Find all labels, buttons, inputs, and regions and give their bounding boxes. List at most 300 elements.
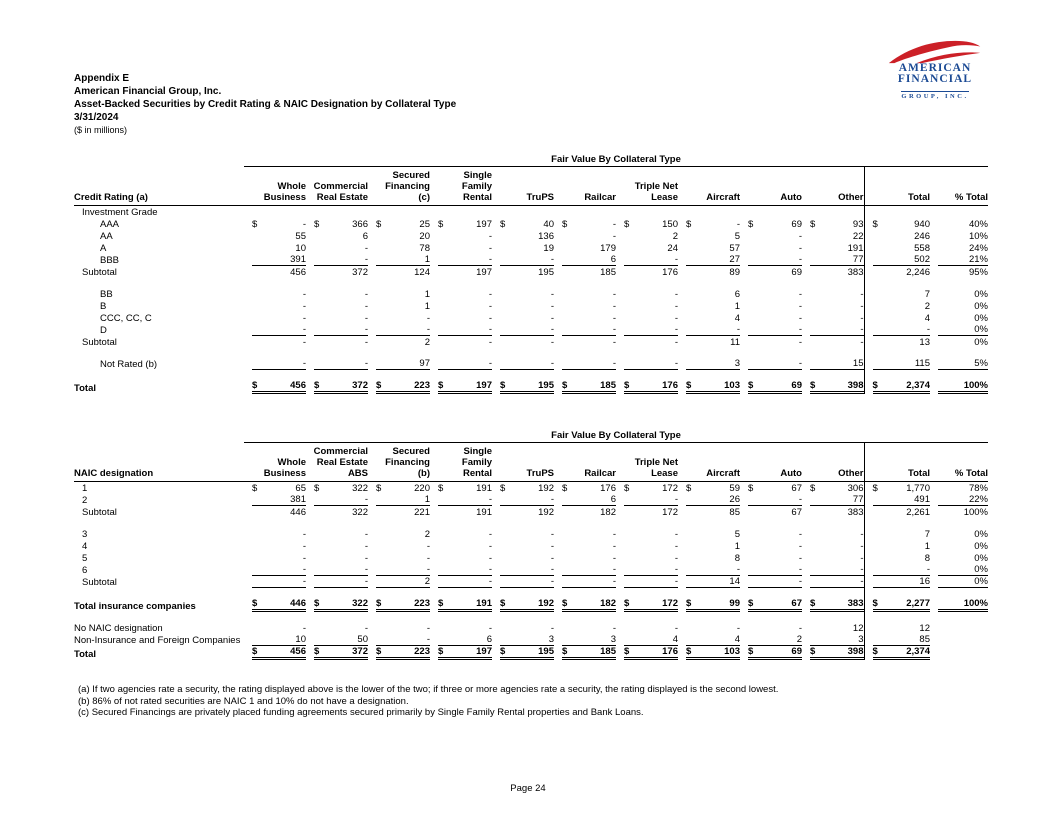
value-cell <box>616 576 678 588</box>
cell-value: 10 <box>295 634 306 645</box>
credit-rating-table-container <box>74 150 988 394</box>
cell-value: - <box>550 529 554 540</box>
value-cell <box>554 278 616 288</box>
dollar-sign: $ <box>438 219 444 230</box>
table-row <box>74 622 988 634</box>
cell-value: - <box>550 541 554 552</box>
value-cell <box>554 358 616 370</box>
column-header: Triple Net Lease <box>616 443 678 482</box>
value-cell <box>678 348 740 358</box>
value-cell <box>864 634 930 646</box>
cell-value: 136 <box>538 231 554 242</box>
cell-value: - <box>488 289 492 300</box>
column-header: Single Family Rental <box>430 167 492 206</box>
value-cell <box>554 518 616 528</box>
value-cell <box>864 622 930 634</box>
value-cell <box>554 324 616 336</box>
cell-value: 99 <box>729 598 740 609</box>
cell-value: 78 <box>419 243 430 254</box>
value-cell <box>368 242 430 254</box>
column-header: TruPS <box>492 167 554 206</box>
pct-cell <box>930 540 988 552</box>
cell-value: 150 <box>662 219 678 230</box>
dollar-sign: $ <box>438 598 444 609</box>
pct-cell <box>930 506 988 518</box>
value-cell <box>368 494 430 506</box>
value-cell <box>368 506 430 518</box>
pct-cell <box>930 528 988 540</box>
column-header: Other <box>802 167 864 206</box>
cell-value: 40 <box>543 219 554 230</box>
value-cell <box>740 588 802 598</box>
cell-value: - <box>364 541 368 552</box>
pct-cell <box>930 634 988 646</box>
table-row <box>74 348 988 358</box>
value-cell <box>802 564 864 576</box>
cell-value: 446 <box>290 598 306 609</box>
cell-value: 69 <box>791 219 802 230</box>
value-cell <box>678 564 740 576</box>
cell-value: - <box>550 254 554 265</box>
cell-value: - <box>426 623 430 634</box>
value-cell <box>306 552 368 564</box>
value-cell <box>368 230 430 242</box>
cell-value: - <box>488 576 492 587</box>
value-cell <box>740 528 802 540</box>
table-row <box>74 300 988 312</box>
cell-value: - <box>364 243 368 254</box>
value-cell <box>430 576 492 588</box>
value-cell <box>554 300 616 312</box>
cell-value: - <box>612 541 616 552</box>
cell-value: 1,770 <box>906 483 930 494</box>
value-cell <box>492 598 554 612</box>
value-cell <box>244 218 306 230</box>
cell-value: 221 <box>414 507 430 518</box>
value-cell <box>430 622 492 634</box>
value-cell <box>430 312 492 324</box>
dollar-sign: $ <box>562 483 568 494</box>
cell-value: 50 <box>357 634 368 645</box>
cell-value: 85 <box>729 507 740 518</box>
cell-value: - <box>488 337 492 348</box>
value-cell <box>554 494 616 506</box>
dollar-sign: $ <box>748 380 754 391</box>
value-cell <box>554 380 616 394</box>
cell-value: - <box>426 324 430 335</box>
cell-value: - <box>364 553 368 564</box>
value-cell <box>430 564 492 576</box>
value-cell <box>678 288 740 300</box>
column-header: Total <box>864 443 930 482</box>
cell-value: 15 <box>852 358 864 369</box>
value-cell <box>802 552 864 564</box>
cell-value: 100% <box>963 598 988 609</box>
dollar-sign: $ <box>500 483 506 494</box>
value-cell <box>616 218 678 230</box>
cell-value: 4 <box>734 313 740 324</box>
value-cell <box>244 278 306 288</box>
cell-value: 322 <box>352 483 368 494</box>
cell-value: 192 <box>538 507 554 518</box>
value-cell <box>616 622 678 634</box>
cell-value: - <box>798 313 802 324</box>
cell-value: 93 <box>852 219 864 230</box>
value-cell <box>802 206 864 219</box>
cell-value: 69 <box>791 267 802 278</box>
column-header: Secured Financing (c) <box>368 167 430 206</box>
dollar-sign: $ <box>438 646 444 657</box>
value-cell <box>430 598 492 612</box>
value-cell <box>306 358 368 370</box>
cell-value: - <box>926 564 930 575</box>
cell-value: 191 <box>476 598 492 609</box>
row-label: 4 <box>82 541 88 552</box>
value-cell <box>306 206 368 219</box>
value-cell <box>306 288 368 300</box>
cell-value: - <box>364 289 368 300</box>
dollar-sign: $ <box>562 598 568 609</box>
cell-value: - <box>302 576 306 587</box>
value-cell <box>554 242 616 254</box>
value-cell <box>864 300 930 312</box>
cell-value: 12 <box>852 623 864 634</box>
value-cell <box>616 540 678 552</box>
row-label: BBB <box>100 255 120 266</box>
cell-value: 67 <box>791 598 802 609</box>
value-cell <box>244 646 306 660</box>
column-header: Aircraft <box>678 443 740 482</box>
cell-value: - <box>550 289 554 300</box>
value-cell <box>244 540 306 552</box>
value-cell <box>740 254 802 266</box>
cell-value: 3 <box>858 634 864 645</box>
value-cell <box>492 552 554 564</box>
value-cell <box>244 528 306 540</box>
pct-cell <box>930 218 988 230</box>
value-cell <box>368 622 430 634</box>
value-cell <box>740 552 802 564</box>
dollar-sign: $ <box>314 598 320 609</box>
value-cell <box>802 622 864 634</box>
value-cell <box>740 348 802 358</box>
cell-value: - <box>364 576 368 587</box>
value-cell <box>306 646 368 660</box>
cell-value: 5 <box>734 529 740 540</box>
cell-value: 21% <box>968 254 988 265</box>
cell-value: - <box>302 324 306 335</box>
column-header: Commercial Real Estate ABS <box>306 443 368 482</box>
cell-value: - <box>798 254 802 265</box>
appendix-label: Appendix E <box>74 73 130 84</box>
column-header-row <box>74 443 988 482</box>
cell-value: 383 <box>847 267 864 278</box>
cell-value: 176 <box>600 483 616 494</box>
cell-value: - <box>612 564 616 575</box>
title-block <box>74 72 456 136</box>
row-label: 3 <box>82 529 88 540</box>
cell-value: - <box>488 254 492 265</box>
value-cell <box>492 324 554 336</box>
value-cell <box>244 336 306 348</box>
cell-value: - <box>612 289 616 300</box>
value-cell <box>802 494 864 506</box>
cell-value: - <box>674 324 678 335</box>
cell-value: 2,374 <box>906 646 930 657</box>
value-cell <box>430 218 492 230</box>
value-cell <box>740 564 802 576</box>
cell-value: - <box>302 529 306 540</box>
value-cell <box>678 494 740 506</box>
value-cell <box>740 646 802 660</box>
value-cell <box>244 230 306 242</box>
cell-value: - <box>674 313 678 324</box>
dollar-sign: $ <box>624 483 630 494</box>
cell-value: 322 <box>352 507 368 518</box>
value-cell <box>740 336 802 348</box>
value-cell <box>740 288 802 300</box>
cell-value: - <box>302 541 306 552</box>
value-cell <box>864 370 930 380</box>
cell-value: 4 <box>734 634 740 645</box>
cell-value: 2 <box>424 337 430 348</box>
row-label-header: NAIC designation <box>74 443 244 482</box>
cell-value: 383 <box>847 507 864 518</box>
table-row <box>74 206 988 219</box>
column-header-row <box>74 167 988 206</box>
dollar-sign: $ <box>500 646 506 657</box>
value-cell <box>368 312 430 324</box>
cell-value: 24 <box>667 243 678 254</box>
cell-value: - <box>488 358 492 369</box>
value-cell <box>430 528 492 540</box>
cell-value: - <box>612 337 616 348</box>
value-cell <box>740 218 802 230</box>
value-cell <box>244 622 306 634</box>
dollar-sign: $ <box>252 483 258 494</box>
dollar-sign: $ <box>376 598 382 609</box>
value-cell <box>244 588 306 598</box>
cell-value: 25 <box>419 219 430 230</box>
cell-value: 195 <box>538 646 554 657</box>
value-cell <box>740 242 802 254</box>
cell-value: 0% <box>974 301 988 312</box>
value-cell <box>802 266 864 278</box>
cell-value: 19 <box>543 243 554 254</box>
cell-value: - <box>550 564 554 575</box>
pct-cell <box>930 576 988 588</box>
dollar-sign: $ <box>748 219 754 230</box>
value-cell <box>306 300 368 312</box>
dollar-sign: $ <box>686 598 692 609</box>
dollar-sign: $ <box>252 380 258 391</box>
dollar-sign: $ <box>748 598 754 609</box>
dollar-sign: $ <box>686 646 692 657</box>
cell-value: 103 <box>724 380 740 391</box>
value-cell <box>678 278 740 288</box>
value-cell <box>678 218 740 230</box>
row-label <box>74 518 244 528</box>
value-cell <box>368 370 430 380</box>
cell-value: 67 <box>791 483 802 494</box>
value-cell <box>864 242 930 254</box>
dollar-sign: $ <box>872 483 878 494</box>
cell-value: 2,374 <box>906 380 930 391</box>
value-cell <box>554 312 616 324</box>
cell-value: - <box>302 358 306 369</box>
cell-value: - <box>426 553 430 564</box>
pct-cell <box>930 598 988 612</box>
value-cell <box>802 612 864 622</box>
cell-value: - <box>674 289 678 300</box>
cell-value: 2 <box>424 529 430 540</box>
value-cell <box>244 576 306 588</box>
cell-value: 1 <box>734 301 740 312</box>
dollar-sign: $ <box>624 646 630 657</box>
logo-flag-icon <box>886 40 984 64</box>
cell-value: 2,246 <box>906 267 930 278</box>
cell-value: - <box>798 301 802 312</box>
dollar-sign: $ <box>376 646 382 657</box>
value-cell <box>678 540 740 552</box>
cell-value: 558 <box>914 243 930 254</box>
value-cell <box>864 506 930 518</box>
value-cell <box>616 564 678 576</box>
collateral-type-spanner: Fair Value By Collateral Type <box>244 426 988 443</box>
cell-value: - <box>612 553 616 564</box>
cell-value: - <box>674 529 678 540</box>
value-cell <box>430 230 492 242</box>
value-cell <box>740 622 802 634</box>
value-cell <box>492 266 554 278</box>
cell-value: 381 <box>290 494 306 505</box>
value-cell <box>678 646 740 660</box>
table-row <box>74 370 988 380</box>
pct-cell <box>930 242 988 254</box>
value-cell <box>368 528 430 540</box>
value-cell <box>554 564 616 576</box>
value-cell <box>678 254 740 266</box>
cell-value: - <box>550 358 554 369</box>
value-cell <box>306 518 368 528</box>
cell-value: 192 <box>538 598 554 609</box>
cell-value: - <box>674 358 678 369</box>
cell-value: 398 <box>847 646 864 657</box>
cell-value: 0% <box>974 289 988 300</box>
cell-value: 69 <box>791 646 802 657</box>
dollar-sign: $ <box>810 483 816 494</box>
value-cell <box>616 380 678 394</box>
value-cell <box>244 324 306 336</box>
value-cell <box>554 370 616 380</box>
pct-cell <box>930 494 988 506</box>
value-cell <box>368 482 430 495</box>
cell-value: - <box>488 564 492 575</box>
value-cell <box>368 540 430 552</box>
report-date: 3/31/2024 <box>74 112 119 123</box>
value-cell <box>616 646 678 660</box>
dollar-sign: $ <box>810 219 816 230</box>
value-cell <box>678 622 740 634</box>
row-label: Subtotal <box>82 507 117 518</box>
value-cell <box>616 358 678 370</box>
cell-value: - <box>364 254 368 265</box>
cell-value: 179 <box>600 243 616 254</box>
cell-value: 77 <box>852 254 864 265</box>
cell-value: - <box>860 324 864 335</box>
value-cell <box>306 634 368 646</box>
value-cell <box>554 588 616 598</box>
value-cell <box>554 230 616 242</box>
cell-value: 2 <box>924 301 930 312</box>
value-cell <box>554 506 616 518</box>
cell-value: - <box>488 494 492 505</box>
value-cell <box>802 588 864 598</box>
value-cell <box>306 576 368 588</box>
value-cell <box>368 348 430 358</box>
cell-value: 195 <box>538 380 554 391</box>
value-cell <box>616 494 678 506</box>
value-cell <box>864 218 930 230</box>
pct-cell <box>930 370 988 380</box>
value-cell <box>430 266 492 278</box>
value-cell <box>616 518 678 528</box>
cell-value: 172 <box>662 507 678 518</box>
value-cell <box>616 370 678 380</box>
value-cell <box>430 206 492 219</box>
row-label: AAA <box>100 219 120 230</box>
cell-value: - <box>488 553 492 564</box>
row-label: BB <box>100 289 113 300</box>
value-cell <box>492 380 554 394</box>
cell-value: - <box>550 337 554 348</box>
cell-value: - <box>612 358 616 369</box>
cell-value: 6 <box>610 254 616 265</box>
cell-value: 8 <box>924 553 930 564</box>
row-label: 2 <box>82 495 88 506</box>
cell-value: 940 <box>914 219 930 230</box>
value-cell <box>554 254 616 266</box>
value-cell <box>244 242 306 254</box>
cell-value: 1 <box>424 301 430 312</box>
value-cell <box>802 370 864 380</box>
cell-value: 0% <box>974 564 988 575</box>
dollar-sign: $ <box>624 219 630 230</box>
value-cell <box>368 206 430 219</box>
value-cell <box>740 518 802 528</box>
cell-value: 6 <box>362 231 368 242</box>
cell-value: 372 <box>352 267 368 278</box>
cell-value: - <box>550 553 554 564</box>
value-cell <box>616 324 678 336</box>
table-row <box>74 218 988 230</box>
dollar-sign: $ <box>376 380 382 391</box>
value-cell <box>678 528 740 540</box>
value-cell <box>306 622 368 634</box>
dollar-sign: $ <box>562 219 568 230</box>
value-cell <box>306 528 368 540</box>
value-cell <box>492 218 554 230</box>
cell-value: 197 <box>476 267 492 278</box>
cell-value: 176 <box>662 267 678 278</box>
cell-value: 456 <box>290 267 306 278</box>
value-cell <box>678 206 740 219</box>
table-row <box>74 646 988 660</box>
value-cell <box>368 518 430 528</box>
cell-value: 172 <box>662 598 678 609</box>
value-cell <box>492 288 554 300</box>
logo-text-financial: FINANCIAL <box>897 73 973 85</box>
